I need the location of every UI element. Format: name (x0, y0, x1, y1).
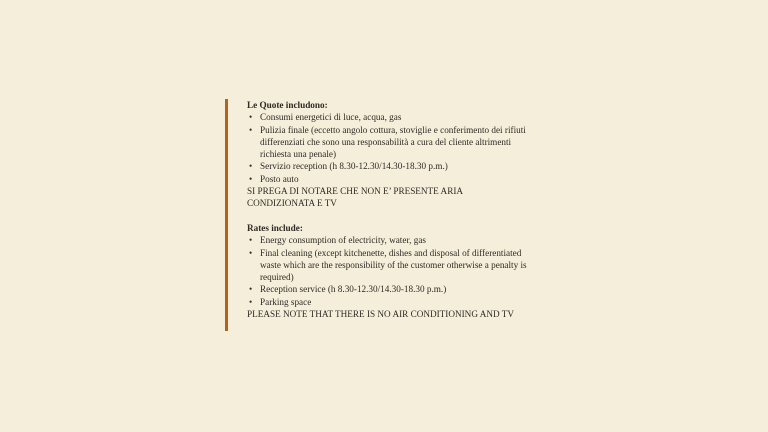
bullet-icon: • (249, 284, 253, 295)
list-item (247, 296, 532, 308)
bullet-icon: • (249, 296, 253, 307)
bullet-icon: • (249, 112, 253, 123)
list-item-text: Consumi energetici di luce, acqua, gas (260, 112, 402, 123)
list-item-text: Energy consumption of electricity, water, gas (260, 235, 426, 246)
english-included-list (247, 234, 532, 308)
list-item (247, 173, 532, 185)
italian-note: SI PREGA DI NOTARE CHE NON E’ PRESENTE ARIA CONDIZIONATA E TV (247, 186, 463, 209)
list-item (247, 234, 532, 246)
english-heading: Rates include: (247, 222, 303, 233)
list-item (247, 124, 532, 161)
list-item (247, 111, 532, 123)
section-spacer (247, 210, 532, 222)
list-item-text: Reception service (h 8.30-12.30/14.30-18.30 p.m.) (260, 284, 447, 295)
list-item (247, 160, 532, 172)
bullet-icon: • (249, 161, 253, 172)
list-item-text: Parking space (260, 296, 312, 307)
list-item-text: Pulizia finale (eccetto angolo cottura, stoviglie e conferimento dei rifiuti differenziati che sono una responsabilità a cura del cliente altrimenti richiesta una penale) (260, 124, 526, 160)
rates-info-content (247, 99, 532, 320)
bullet-icon: • (249, 247, 253, 258)
italian-included-list (247, 111, 532, 185)
list-item (247, 247, 532, 284)
bullet-icon: • (249, 235, 253, 246)
list-item-text: Posto auto (260, 173, 299, 184)
rates-info-panel (225, 99, 535, 331)
bullet-icon: • (249, 173, 253, 184)
list-item (247, 283, 532, 295)
bullet-icon: • (249, 124, 253, 135)
italian-heading: Le Quote includono: (247, 100, 328, 110)
english-note: PLEASE NOTE THAT THERE IS NO AIR CONDITIONING AND TV (247, 309, 515, 320)
list-item-text: Servizio reception (h 8.30-12.30/14.30-18.30 p.m.) (260, 161, 448, 172)
list-item-text: Final cleaning (except kitchenette, dishes and disposal of differentiated waste which are the responsibility of the customer otherwise a penalty is required) (260, 247, 527, 283)
